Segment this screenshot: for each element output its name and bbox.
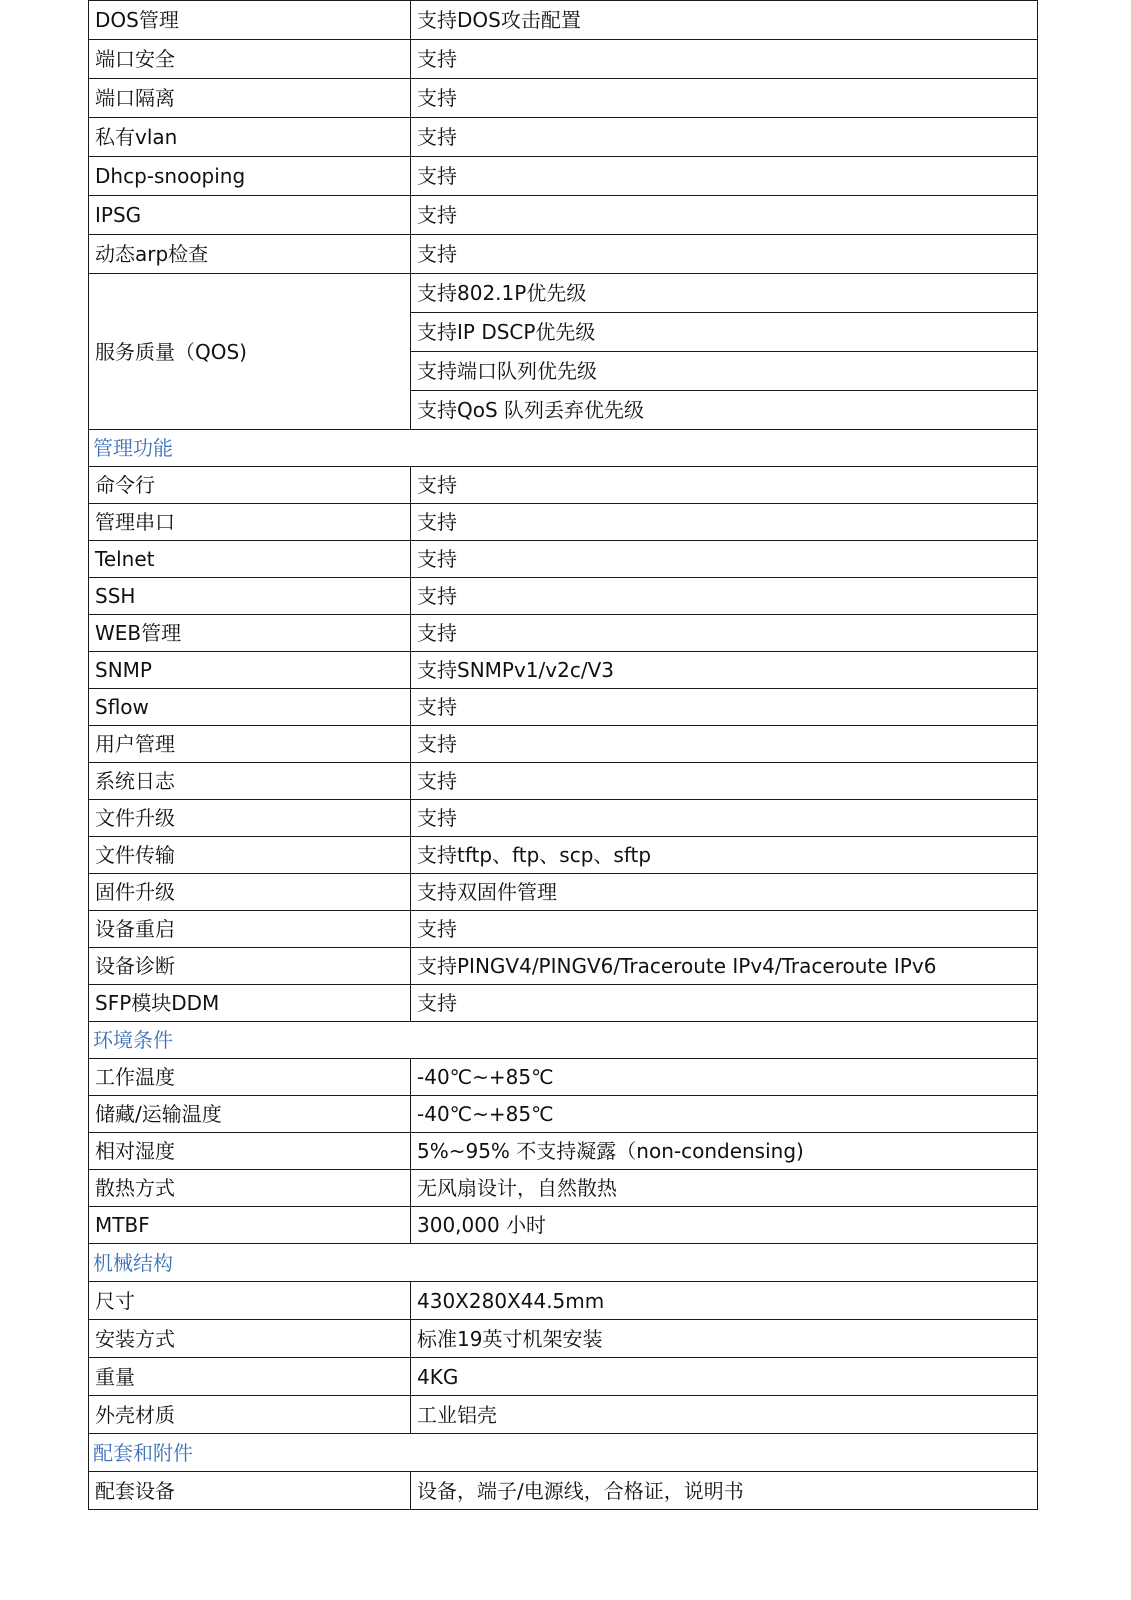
row-label: 动态arp检查 <box>89 235 411 274</box>
table-row <box>89 79 1038 118</box>
row-value: 支持 <box>411 763 1038 800</box>
table-row <box>89 40 1038 79</box>
table-row <box>89 1096 1038 1133</box>
row-value: 支持 <box>411 911 1038 948</box>
section-row <box>89 1022 1038 1059</box>
section-heading-environment: 环境条件 <box>89 1022 1038 1059</box>
row-value: 支持双固件管理 <box>411 874 1038 911</box>
row-value: 支持 <box>411 541 1038 578</box>
row-label: 私有vlan <box>89 118 411 157</box>
row-label: 管理串口 <box>89 504 411 541</box>
row-value: 300,000 小时 <box>411 1207 1038 1244</box>
row-value: -40℃~+85℃ <box>411 1096 1038 1133</box>
row-value: 支持 <box>411 40 1038 79</box>
row-label: 文件传输 <box>89 837 411 874</box>
row-label: 用户管理 <box>89 726 411 763</box>
row-value: 支持 <box>411 726 1038 763</box>
table-row <box>89 1320 1038 1358</box>
row-label: 端口隔离 <box>89 79 411 118</box>
table-row <box>89 874 1038 911</box>
row-value: 支持 <box>411 157 1038 196</box>
table-row <box>89 1358 1038 1396</box>
row-value: 支持 <box>411 118 1038 157</box>
row-label: 配套设备 <box>89 1472 411 1510</box>
row-label: DOS管理 <box>89 1 411 40</box>
row-value: 4KG <box>411 1358 1038 1396</box>
row-value: -40℃~+85℃ <box>411 1059 1038 1096</box>
table-row <box>89 1 1038 40</box>
row-label: SFP模块DDM <box>89 985 411 1022</box>
row-value: 标准19英寸机架安装 <box>411 1320 1038 1358</box>
row-value: 支持 <box>411 985 1038 1022</box>
table-row <box>89 1282 1038 1320</box>
row-value: 支持tftp、ftp、scp、sftp <box>411 837 1038 874</box>
row-value: 支持 <box>411 504 1038 541</box>
row-label: 系统日志 <box>89 763 411 800</box>
table-row <box>89 1472 1038 1510</box>
section-heading-accessories: 配套和附件 <box>89 1434 1038 1472</box>
row-label: SNMP <box>89 652 411 689</box>
table-row <box>89 1133 1038 1170</box>
table-row <box>89 1207 1038 1244</box>
section-heading-management: 管理功能 <box>89 430 1038 467</box>
row-value: 支持PINGV4/PINGV6/Traceroute IPv4/Traceroute IPv6 <box>411 948 1038 985</box>
table-row <box>89 800 1038 837</box>
table-row <box>89 235 1038 274</box>
row-label: 设备诊断 <box>89 948 411 985</box>
table-row <box>89 578 1038 615</box>
table-row <box>89 157 1038 196</box>
row-value: 设备，端子/电源线，合格证，说明书 <box>411 1472 1038 1510</box>
row-label: IPSG <box>89 196 411 235</box>
row-value: 430X280X44.5mm <box>411 1282 1038 1320</box>
table-row <box>89 1396 1038 1434</box>
qos-value: 支持端口队列优先级 <box>411 352 1038 391</box>
row-label: 相对湿度 <box>89 1133 411 1170</box>
table-row <box>89 118 1038 157</box>
table-row <box>89 985 1038 1022</box>
table-row <box>89 196 1038 235</box>
row-value: 工业铝壳 <box>411 1396 1038 1434</box>
section-row <box>89 430 1038 467</box>
table-row <box>89 689 1038 726</box>
spec-table <box>88 0 1038 1510</box>
row-label: 散热方式 <box>89 1170 411 1207</box>
row-label: 尺寸 <box>89 1282 411 1320</box>
table-row <box>89 615 1038 652</box>
table-row <box>89 467 1038 504</box>
row-value: 支持 <box>411 689 1038 726</box>
table-row <box>89 837 1038 874</box>
row-value: 无风扇设计，自然散热 <box>411 1170 1038 1207</box>
table-row <box>89 541 1038 578</box>
row-label: 工作温度 <box>89 1059 411 1096</box>
row-value: 支持 <box>411 79 1038 118</box>
row-value: 支持 <box>411 615 1038 652</box>
row-label: 固件升级 <box>89 874 411 911</box>
table-row <box>89 763 1038 800</box>
row-label: 重量 <box>89 1358 411 1396</box>
section-row <box>89 1434 1038 1472</box>
row-label: 文件升级 <box>89 800 411 837</box>
section-heading-mechanical: 机械结构 <box>89 1244 1038 1282</box>
table-row <box>89 504 1038 541</box>
table-row <box>89 274 1038 313</box>
row-value: 支持 <box>411 196 1038 235</box>
row-value: 支持 <box>411 578 1038 615</box>
row-label: 外壳材质 <box>89 1396 411 1434</box>
table-row <box>89 652 1038 689</box>
row-value: 支持SNMPv1/v2c/V3 <box>411 652 1038 689</box>
table-row <box>89 726 1038 763</box>
qos-value: 支持IP DSCP优先级 <box>411 313 1038 352</box>
row-label: 安装方式 <box>89 1320 411 1358</box>
table-row <box>89 1059 1038 1096</box>
qos-value: 支持QoS 队列丢弃优先级 <box>411 391 1038 430</box>
row-value: 支持 <box>411 235 1038 274</box>
row-label: WEB管理 <box>89 615 411 652</box>
section-row <box>89 1244 1038 1282</box>
row-label: 储藏/运输温度 <box>89 1096 411 1133</box>
row-label: 端口安全 <box>89 40 411 79</box>
qos-value: 支持802.1P优先级 <box>411 274 1038 313</box>
row-value: 5%~95% 不支持凝露（non-condensing) <box>411 1133 1038 1170</box>
table-row <box>89 1170 1038 1207</box>
row-label: Telnet <box>89 541 411 578</box>
row-value: 支持 <box>411 467 1038 504</box>
table-row <box>89 911 1038 948</box>
row-value: 支持DOS攻击配置 <box>411 1 1038 40</box>
row-label: SSH <box>89 578 411 615</box>
table-row <box>89 948 1038 985</box>
row-value: 支持 <box>411 800 1038 837</box>
row-label: Dhcp-snooping <box>89 157 411 196</box>
row-label: 设备重启 <box>89 911 411 948</box>
row-label: Sflow <box>89 689 411 726</box>
qos-label: 服务质量（QOS) <box>89 274 411 430</box>
row-label: MTBF <box>89 1207 411 1244</box>
row-label: 命令行 <box>89 467 411 504</box>
